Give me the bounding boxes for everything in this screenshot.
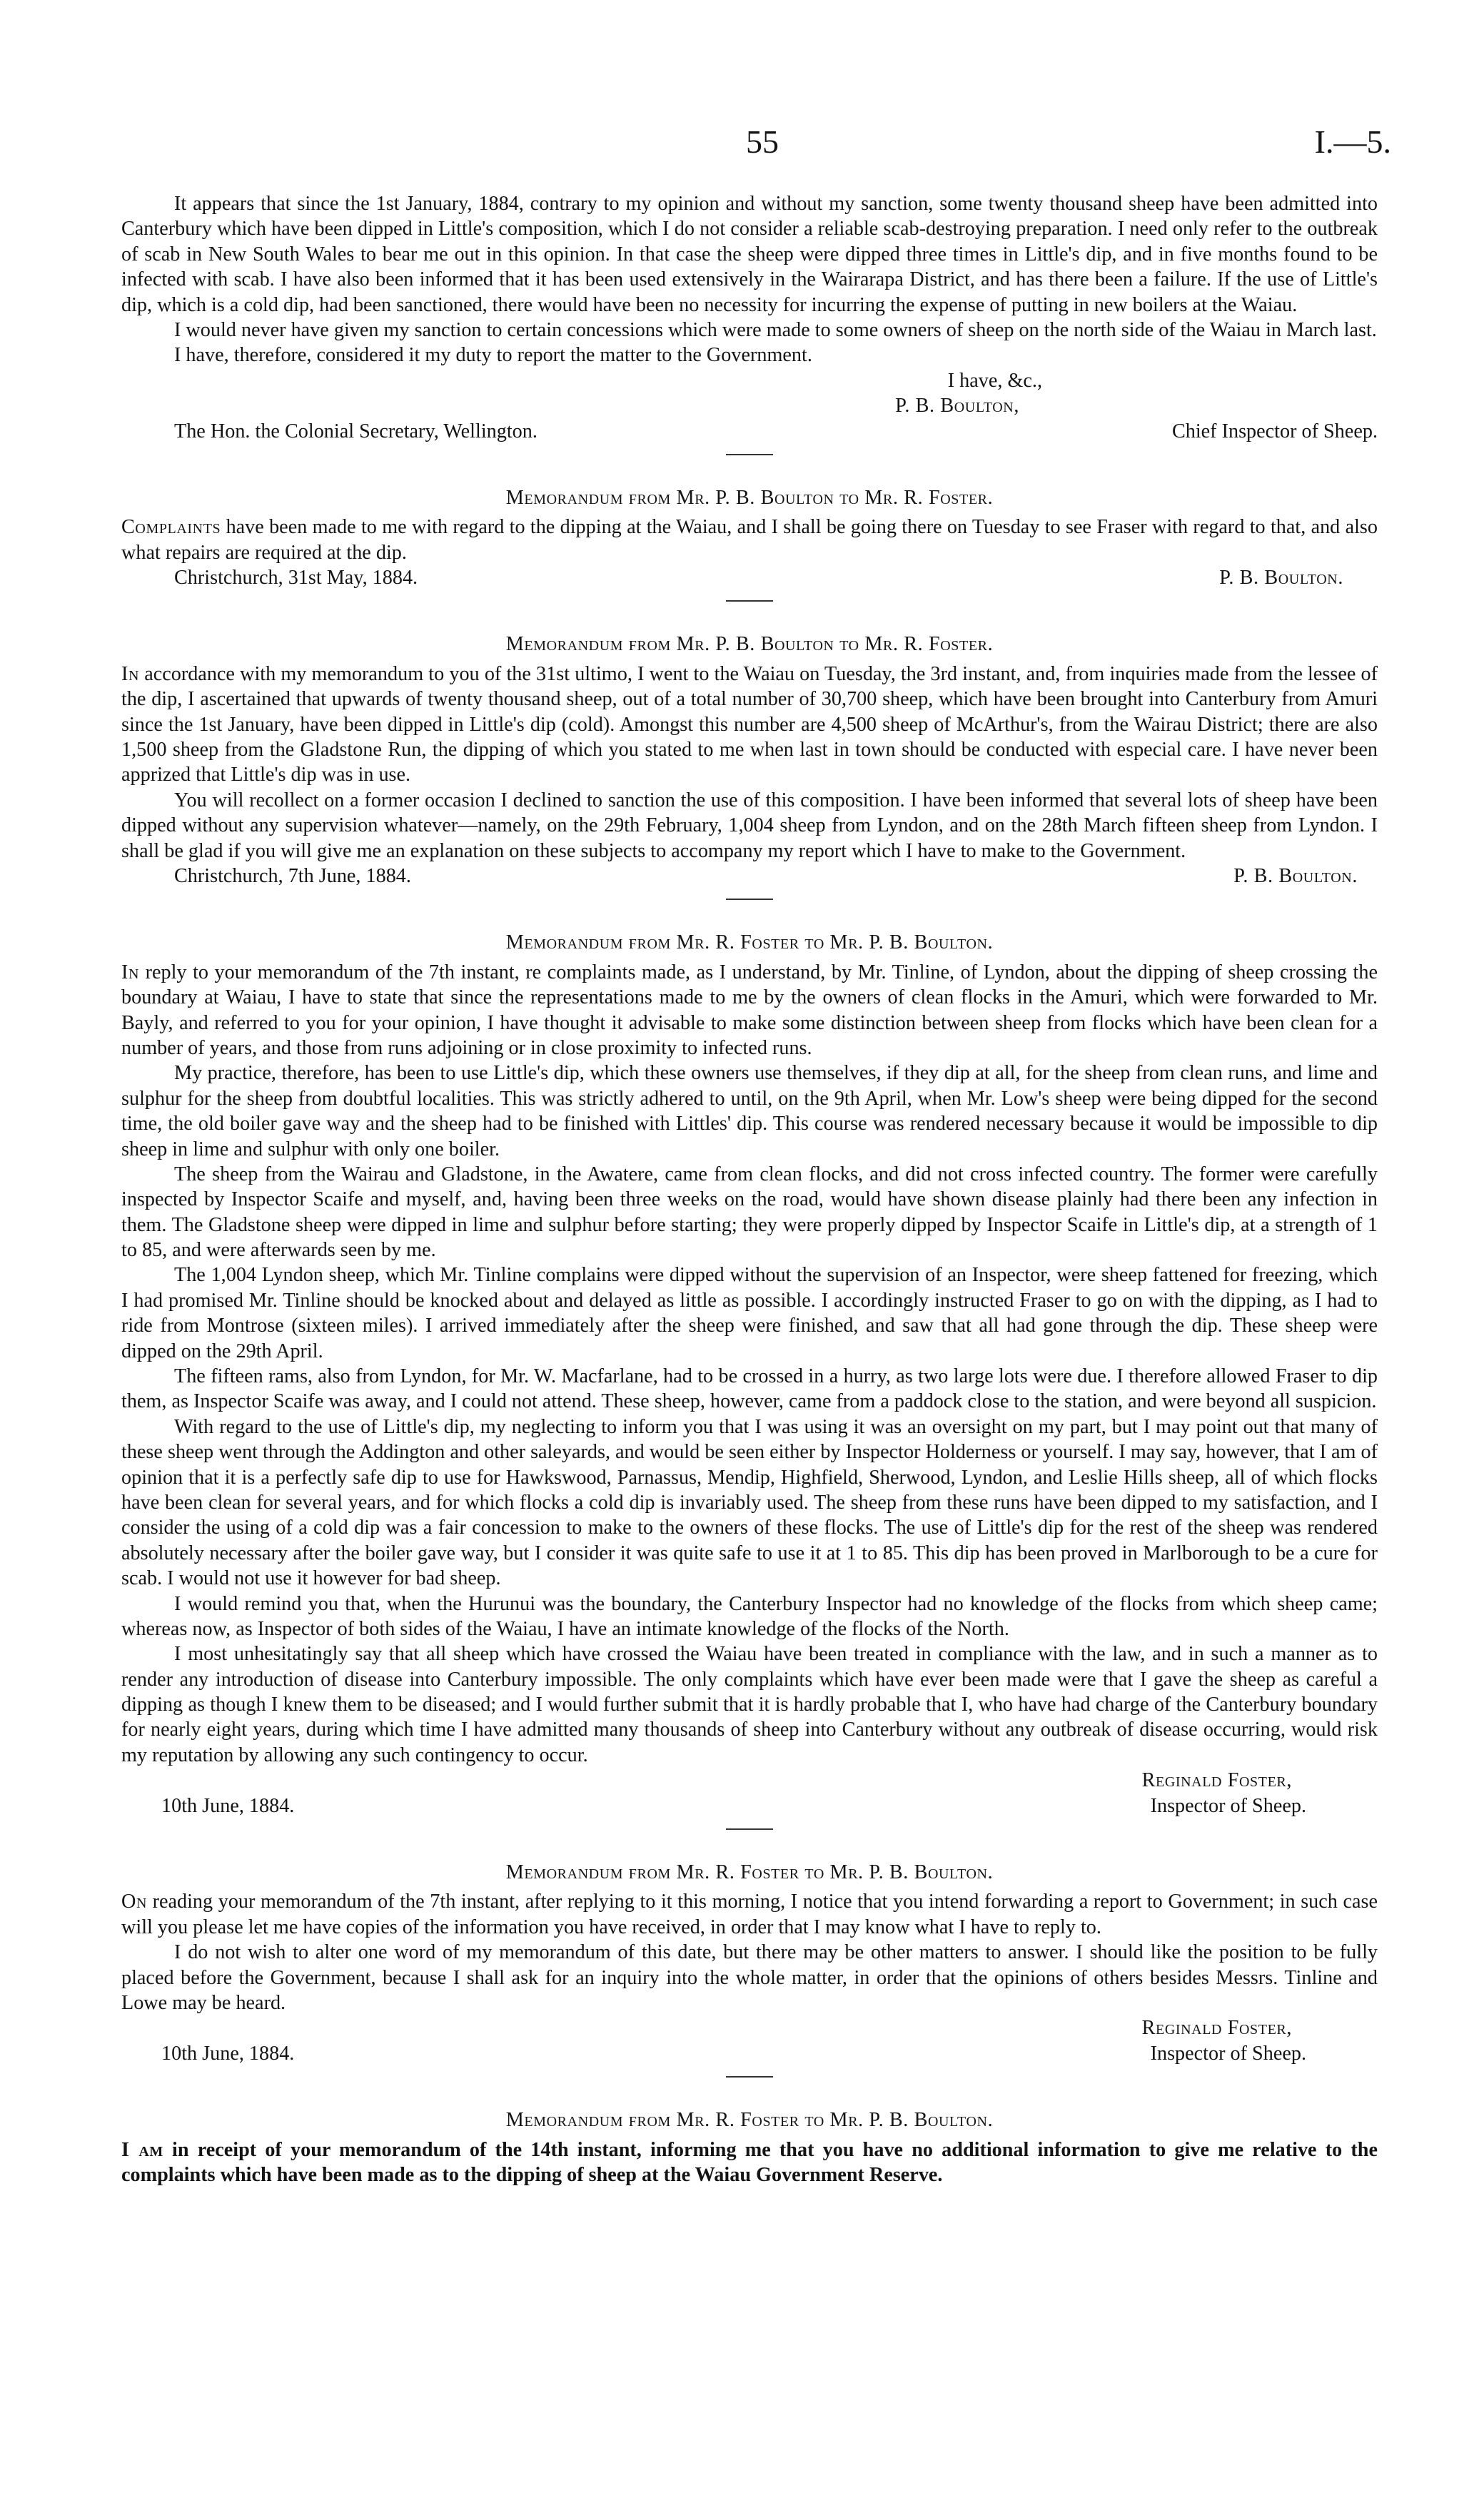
lead-word: I am [121, 2138, 163, 2161]
signature-title: Inspector of Sheep. [1150, 2042, 1306, 2065]
lead-word: In [121, 961, 140, 983]
section-divider [726, 600, 773, 602]
date: 10th June, 1884. [161, 2042, 295, 2065]
page-content [121, 191, 1378, 2187]
signature-name: Reginald Foster, [1141, 2017, 1292, 2040]
memo-title: Memorandum from Mr. R. Foster to Mr. P. B. Boulton. [505, 931, 994, 954]
paragraph: You will recollect on a former occasion I declined to sanction the use of this composition. I have been informed that several lots of sheep have been dipped without any supervision whatever—namely, on the 29th February, 1,004 sheep from Lyndon, and on the 28th March fifteen sheep from Lyndon. I shall be glad if you will give me an explanation on these subjects to accompany my report which I have to make to the Government. [121, 789, 1378, 862]
paragraph: I have, therefore, considered it my duty to report the matter to the Government. [174, 344, 812, 367]
body-text: have been made to me with regard to the dipping at the Waiau, and I shall be going there on Tuesday to see Fraser with regard to that, and also what repairs are required at the dip. [121, 516, 1378, 564]
place-date: Christchurch, 31st May, 1884. [174, 567, 418, 589]
paragraph: I do not wish to alter one word of my memorandum of this date, but there may be other matters to answer. I should like the position to be fully placed before the Government, because I shall ask for an inquiry into the whole matter, in order that the opinions of others besides Messrs. Tinline and Lowe may be heard. [121, 1941, 1378, 2014]
lead-word: Complaints [121, 516, 221, 539]
place-date: Christchurch, 7th June, 1884. [174, 864, 411, 887]
signature-name: P. B. Boulton. [1219, 567, 1343, 589]
memo-body [121, 960, 1378, 1061]
page-number: 55 [746, 123, 779, 160]
memo-footer [121, 565, 1378, 590]
memo-title: Memorandum from Mr. P. B. Boulton to Mr. R. Foster. [505, 486, 994, 509]
paragraph: I would remind you that, when the Hurunui was the boundary, the Canterbury Inspector had no knowledge of the flocks from which sheep came; whereas now, as Inspector of both sides of the Waiau, I have an intimate knowledge of the flocks of the North. [121, 1592, 1378, 1640]
memorandum-2 [121, 632, 1378, 889]
memo-body [121, 515, 1378, 565]
paragraph: I most unhesitatingly say that all sheep which have crossed the Waiau have been treated in compliance with the law, and in such a manner as to render any introduction of disease into Canterbury impossible. The only complaints which have ever been made were that I gave the sheep as careful a dipping as though I knew them to be diseased; and I would further submit that it is hardly probable that I, who have had charge of the Canterbury boundary for nearly eight years, during which time I have admitted many thousands of sheep into Canterbury without any outbreak of disease occurring, would risk my reputation by allowing any such contingency to occur. [121, 1643, 1378, 1766]
memo-body [121, 1889, 1378, 1940]
paragraph: My practice, therefore, has been to use Little's dip, which these owners use themselves, if they dip at all, for the sheep from clean runs, and lime and sulphur for the sheep from doubtful localities. This was strictly adhered to until, on the 9th April, when Mr. Low's sheep were being dipped for the second time, the old boiler gave way and the sheep had to be finished with Littles' dip. This course was rendered necessary because it would be impossible to dip sheep in lime and sulphur with only one boiler. [121, 1062, 1378, 1160]
signature-name: P. B. Boulton, [895, 395, 1019, 418]
paragraph: The 1,004 Lyndon sheep, which Mr. Tinline complains were dipped without the supervision of an Inspector, were sheep fattened for freezing, which I had promised Mr. Tinline should be knocked about and delayed as little as possible. I accordingly instructed Fraser to go on with the dipping, as I had to ride from Montrose (sixteen miles). I arrived immediately after the sheep were finished, and saw that all had gone through the dip. These sheep were dipped on the 29th April. [121, 1264, 1378, 1362]
memo-title: Memorandum from Mr. P. B. Boulton to Mr. R. Foster. [505, 633, 994, 656]
lead-word: On [121, 1891, 147, 1913]
signature-title: Inspector of Sheep. [1150, 1794, 1306, 1817]
body-text: accordance with my memorandum to you of the 31st ultimo, I went to the Waiau on Tuesday, the 3rd instant, and, from inquiries made from the lessee of the dip, I ascertained that upwards of twenty thousand sheep, out of a total number of 30,700 sheep, which have been brought into Canterbury from Amuri since the 1st January, have been dipped in Little's dip (cold). Amongst this number are 4,500 sheep of McArthur's, from the Wairau District; there are also 1,500 sheep from the Gladstone Run, the dipping of which you stated to me when last in town should be conducted with especial care. I have never been apprized that Little's dip was in use. [121, 662, 1378, 786]
memo-footer [121, 2041, 1378, 2066]
memo-footer [121, 864, 1378, 889]
body-text: reading your memorandum of the 7th instant, after replying to it this morning, I notice that you intend forwarding a report to Government; in such case will you please let me have copies of the information you have received, in order that I may know what I have to reply to. [121, 1891, 1378, 1938]
paragraph: It appears that since the 1st January, 1884, contrary to my opinion and without my sanction, some twenty thousand sheep have been admitted into Canterbury which have been dipped in Little's composition, which I do not consider a reliable scab-destroying preparation. I need only refer to the outbreak of scab in New South Wales to bear me out in this opinion. In that case the sheep were dipped three times in Little's dip, and in five months found to be infected with scab. I have also been informed that it has been used extensively in the Wairarapa District, and has there been a failure. If the use of Little's dip, which is a cold dip, had been sanctioned, there would have been no necessity for incurring the expense of putting in new boilers at the Waiau. [121, 193, 1378, 316]
memo-title: Memorandum from Mr. R. Foster to Mr. P. B. Boulton. [505, 2109, 994, 2132]
memo-title: Memorandum from Mr. R. Foster to Mr. P. B. Boulton. [505, 1861, 994, 1884]
paragraph: The fifteen rams, also from Lyndon, for Mr. W. Macfarlane, had to be crossed in a hurry, as two large lots were due. I therefore allowed Fraser to dip them, as Inspector Scaife was away, and I could not attend. These sheep, however, came from a paddock close to the station, and were beyond all suspicion. [121, 1365, 1378, 1413]
memo-body [121, 662, 1378, 788]
memorandum-1 [121, 485, 1378, 591]
paragraph: The sheep from the Wairau and Gladstone, in the Awatere, came from clean flocks, and did not cross infected country. The former were carefully inspected by Inspector Scaife and myself, and, having been three weeks on the road, would have shown disease plainly had there been any infection in them. The Gladstone sheep were dipped in lime and sulphur before starting; they were properly dipped by Inspector Scaife in Little's dip, at a strength of 1 to 85, and were afterwards seen by me. [121, 1163, 1378, 1262]
signature-name: P. B. Boulton. [1233, 864, 1358, 887]
memorandum-3 [121, 930, 1378, 1818]
body-text: reply to your memorandum of the 7th instant, re complaints made, as I understand, by Mr. Tinline, of Lyndon, about the dipping of sheep crossing the boundary at Waiau, I have to state that since the representations made to me by the owners of clean flocks in the Amuri, which were forwarded to Mr. Bayly, and referred to you for your opinion, I have thought it advisable to make some distinction between sheep from flocks which have been clean for a number of years, and those from runs adjoining or in close proximity to infected runs. [121, 961, 1378, 1059]
addressee-line [121, 419, 1378, 444]
section-divider [726, 1828, 773, 1830]
paragraph: I would never have given my sanction to certain concessions which were made to some owners of sheep on the north side of the Waiau in March last. [174, 318, 1377, 341]
date: 10th June, 1884. [161, 1794, 295, 1817]
memorandum-5 [121, 2107, 1378, 2187]
signature-name: Reginald Foster, [1141, 1769, 1292, 1792]
section-divider [726, 899, 773, 900]
section-divider [726, 454, 773, 455]
section-divider [726, 2076, 773, 2078]
closing-greeting: I have, &c., [947, 369, 1042, 392]
signature-title: Chief Inspector of Sheep. [1171, 420, 1378, 442]
lead-word: In [121, 662, 140, 685]
document-reference: I.—5. [1314, 123, 1391, 160]
letter-close [121, 191, 1378, 444]
memorandum-4 [121, 1860, 1378, 2066]
memo-footer [121, 1793, 1378, 1818]
addressee: The Hon. the Colonial Secretary, Wellington. [174, 420, 537, 442]
paragraph: With regard to the use of Little's dip, my neglecting to inform you that I was using it was an oversight on my part, but I may point out that many of these sheep went through the Addington and other saleyards, and would be seen either by Inspector Holderness or yourself. I may say, however, that I am of opinion that it is a perfectly safe dip to use for Hawkswood, Parnassus, Mendip, Highfield, Sherwood, Lyndon, and Leslie Hills sheep, all of which flocks have been clean for several years, and for which flocks a cold dip is invariably used. The sheep from these runs have been dipped to my satisfaction, and I consider the using of a cold dip was a fair concession to make to the owners of these flocks. The use of Little's dip for the rest of the sheep was rendered absolutely necessary after the boiler gave way, but I consider it was quite safe to use it at 1 to 85. This dip has been proved in Marlborough to be a cure for scab. I would not use it however for bad sheep. [121, 1415, 1378, 1590]
body-text: in receipt of your memorandum of the 14th instant, informing me that you have no additional information to give me relative to the complaints which have been made as to the dipping of sheep at the Waiau Government Reserve. [121, 2138, 1378, 2186]
memo-body [121, 2137, 1378, 2188]
